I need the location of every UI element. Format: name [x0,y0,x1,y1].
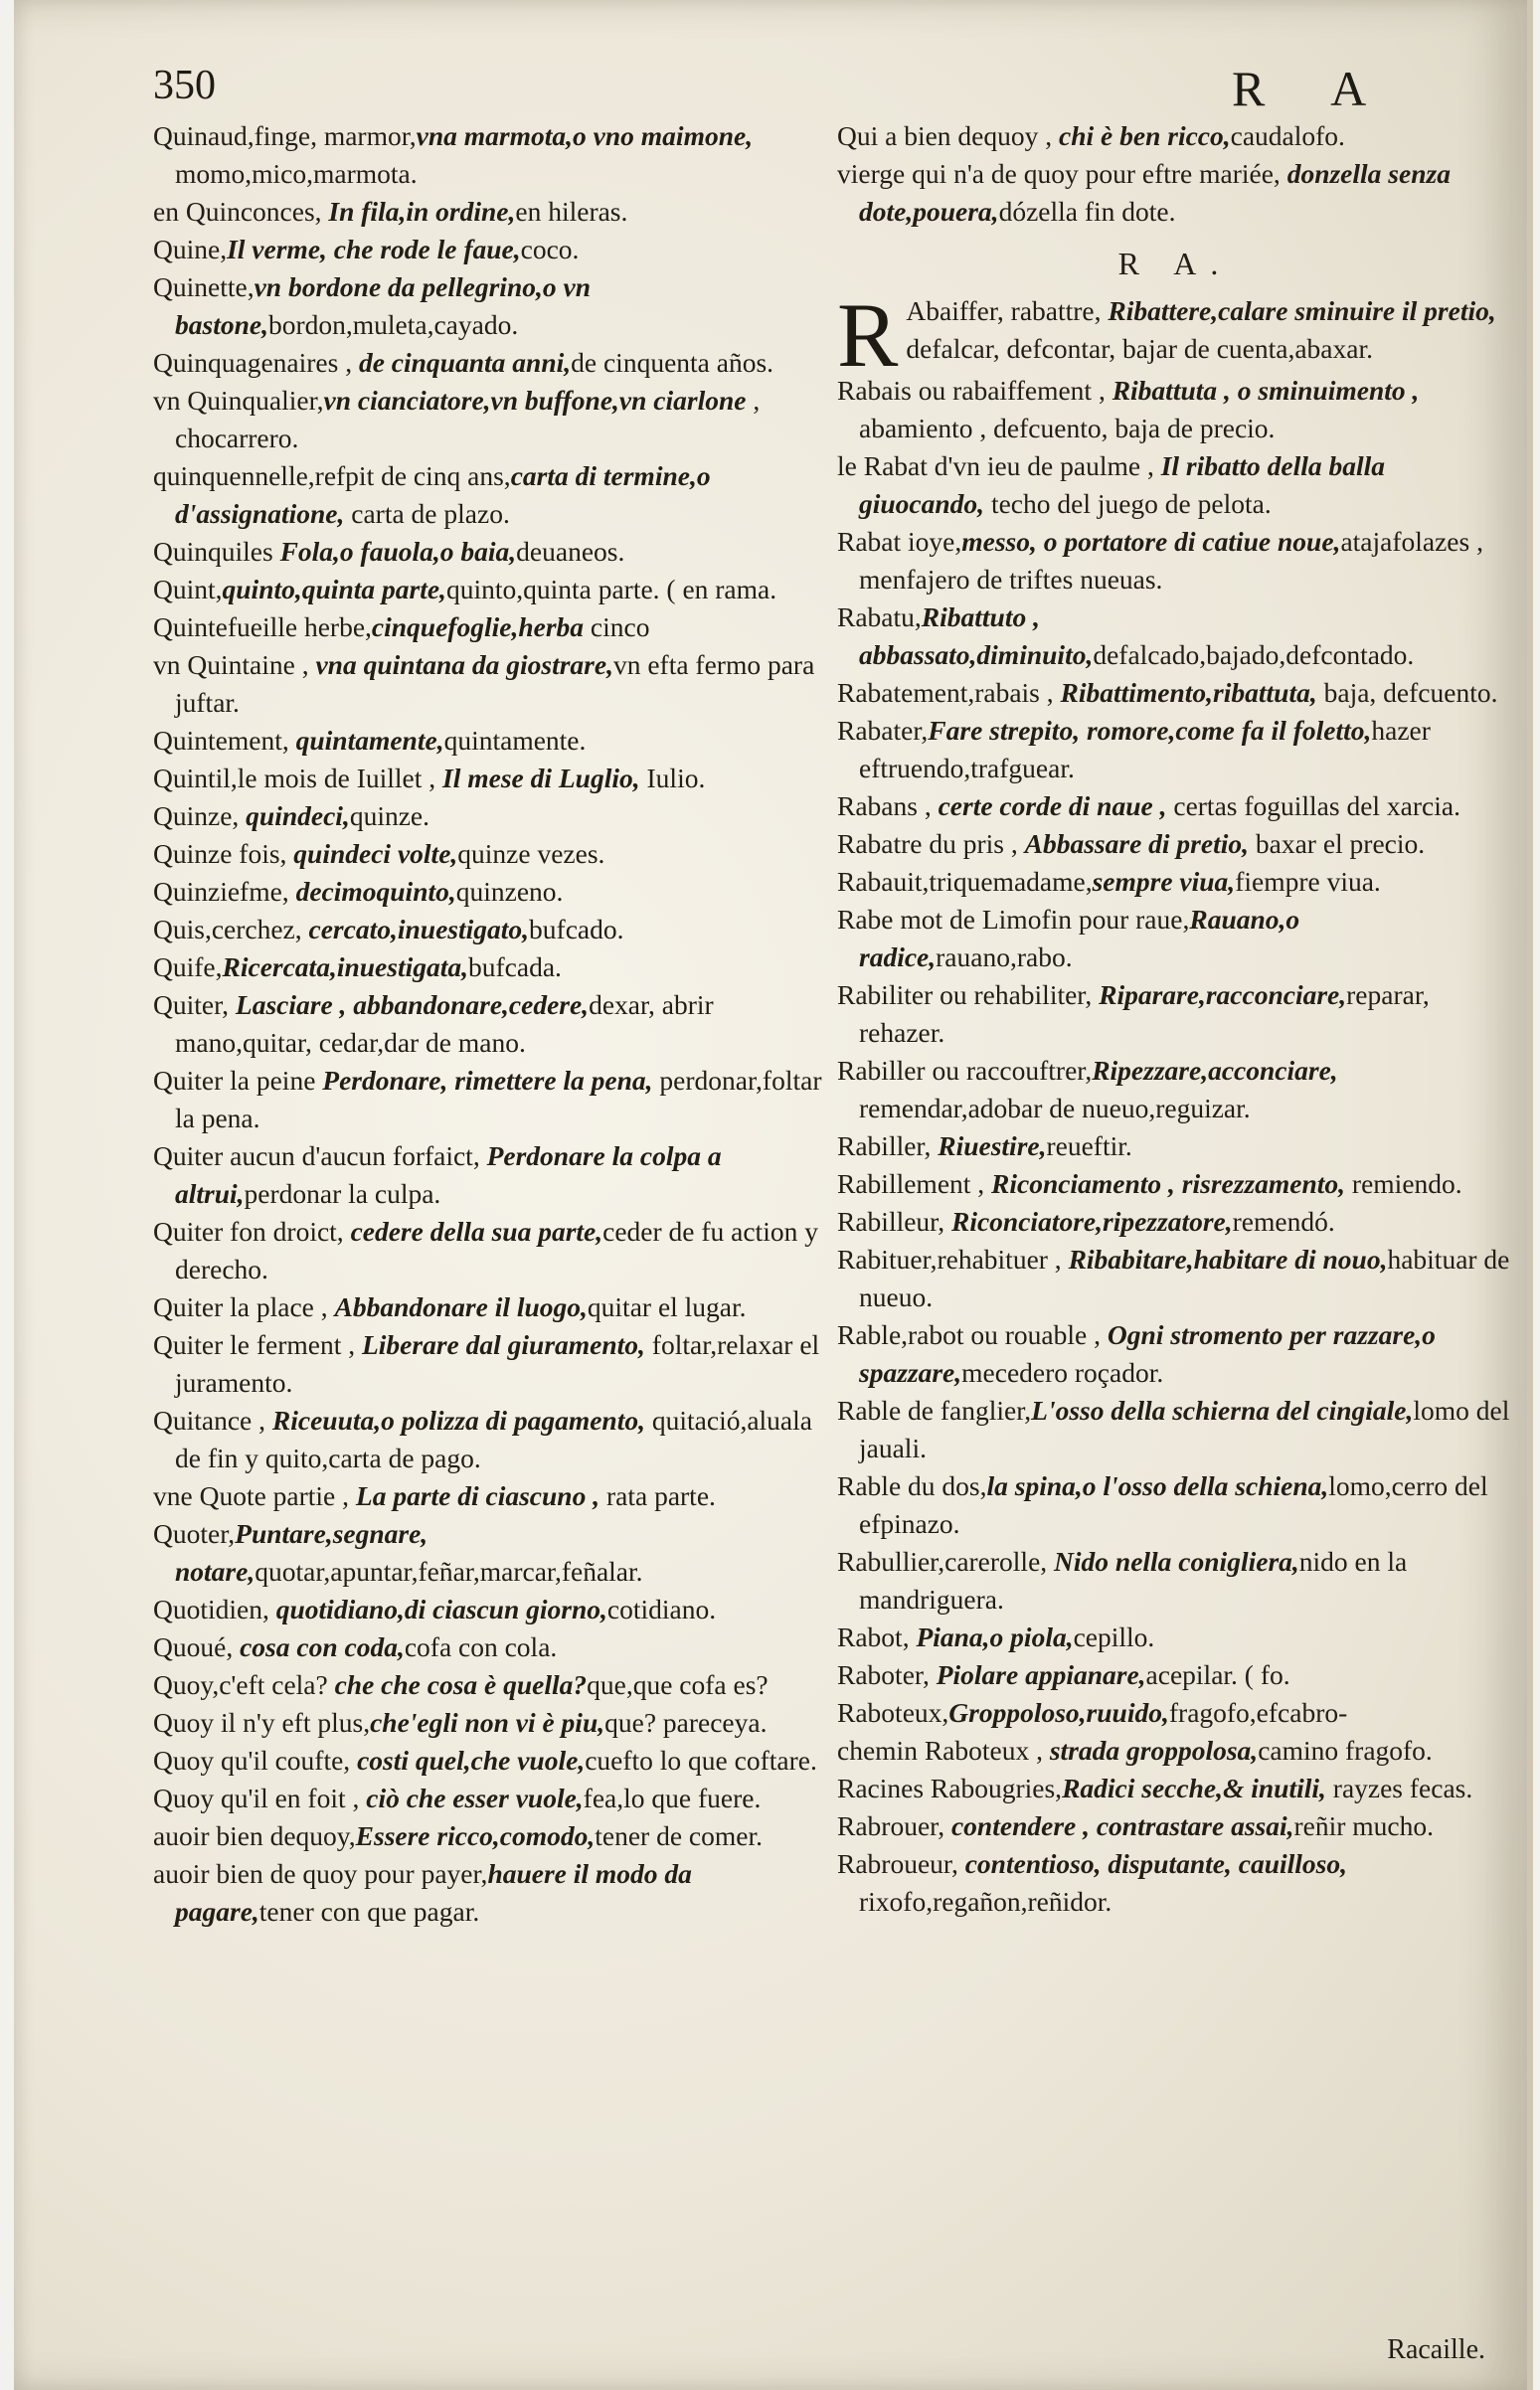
spanish-gloss: remendó. [1232,1206,1335,1237]
italian-gloss: Riconciamento , risrezzamento, [991,1168,1346,1199]
spanish-gloss: bordon,muleta,cayado. [267,309,519,340]
dictionary-entry [837,1127,1513,1165]
headword-french: Rable,rabot ou rouable , [837,1319,1108,1350]
right-column-top [837,117,1513,231]
spanish-gloss: momo,mico,marmota. [175,158,418,189]
headword-french: Quinziefme, [153,876,296,907]
italian-gloss: Ribattere,calare sminuire il pretio, [1108,295,1496,326]
headword-french: quinquennelle,refpit de cinq ans, [153,460,511,491]
spanish-gloss: quinze vezes. [457,838,605,869]
italian-gloss: Ribattuto , abbassato,diminuito, [859,601,1094,670]
dictionary-entry [153,457,824,533]
italian-gloss: ciò che esser vuole, [366,1783,584,1813]
dictionary-entry [153,797,824,835]
dictionary-entry [837,1845,1513,1921]
spanish-gloss: quitació,aluala de fin y quito,carta de pago. [175,1405,812,1473]
spanish-gloss: atajafolazes , menfajero de triftes nueuas. [859,526,1483,595]
dictionary-entry [153,1817,824,1855]
spanish-gloss: lomo del jauali. [859,1395,1510,1463]
spanish-gloss: remiendo. [1345,1168,1462,1199]
italian-gloss: Nido nella conigliera, [1054,1546,1299,1577]
spanish-gloss: que,que cofa es? [587,1669,769,1700]
dictionary-entry [837,863,1513,901]
headword-french: Rabais ou rabaiffement , [837,375,1112,406]
dictionary-entry [153,1628,824,1666]
italian-gloss: contendere , contrastare assai, [950,1810,1294,1841]
right-column [837,117,1513,1921]
headword-french: Rabater, [837,715,929,746]
spanish-gloss: techo del juego de pelota. [984,488,1272,519]
dictionary-entry [153,1402,824,1477]
dictionary-entry [153,986,824,1062]
italian-gloss: carta di termine,o d'assignatione, [175,460,711,529]
spanish-gloss: bufcada. [468,951,562,982]
italian-gloss: Riconciatore,ripezzatore, [950,1206,1233,1237]
dictionary-entry [837,1241,1513,1316]
headword-french: Rabiller ou raccouftrer, [837,1055,1093,1086]
headword-french: Rabans , [837,790,939,821]
italian-gloss: sempre viua, [1092,866,1236,897]
spanish-gloss: camino fragofo. [1258,1735,1433,1766]
spanish-gloss: bufcado. [529,914,624,944]
dictionary-entry [837,447,1513,523]
dictionary-entry [153,760,824,797]
spanish-gloss: rixofo,regañon,reñidor. [859,1886,1112,1917]
spanish-gloss: perdonar,foltar la pena. [175,1065,822,1133]
headword-french: Abaiffer, rabattre, [906,295,1109,326]
dictionary-entry [153,571,824,608]
italian-gloss: Ricercata,inuestigata, [222,951,468,982]
headword-french: Rabillement , [837,1168,992,1199]
spanish-gloss: tener con que pagar. [258,1896,480,1927]
dictionary-entry [153,533,824,571]
headword-french: Quife, [153,951,223,982]
dictionary-entry [153,193,824,231]
headword-french: vierge qui n'a de quoy pour eftre mariée, [837,158,1287,189]
italian-gloss: Piana,o piola, [916,1622,1074,1652]
italian-gloss: vna marmota,o vno maimone, [416,120,754,151]
spanish-gloss: cofa con cola. [404,1631,558,1662]
headword-french: Rable de fanglier, [837,1395,1032,1426]
headword-french: Quotidien, [153,1594,276,1624]
headword-french: Quint, [153,574,223,604]
spanish-gloss: cinco [584,611,650,642]
dictionary-entry [153,1213,824,1288]
italian-gloss: Riceuuta,o polizza di pagamento, [271,1405,645,1436]
spanish-gloss: habituar de nueuo. [859,1244,1510,1312]
italian-gloss: che'egli non vi è piu, [370,1707,605,1738]
dictionary-entry [153,911,824,948]
headword-french: Quiter le ferment , [153,1329,362,1360]
italian-gloss: quinto,quinta parte, [222,574,446,604]
spanish-gloss: Iulio. [639,763,706,793]
italian-gloss: decimoquinto, [295,876,456,907]
spanish-gloss: certas foguillas del xarcia. [1166,790,1460,821]
dictionary-entry [153,231,824,268]
italian-gloss: Il verme, che rode le faue, [227,234,521,264]
dictionary-entry [837,1656,1513,1694]
spanish-gloss: rauano,rabo. [936,941,1073,972]
dictionary-entry [837,1467,1513,1543]
headword-french: auoir bien dequoy, [153,1820,356,1851]
italian-gloss: donzella senza dote,pouera, [859,158,1451,227]
dictionary-entry [153,646,824,722]
dictionary-entry [837,1165,1513,1203]
spanish-gloss: cuefto lo que coftare. [585,1745,817,1776]
headword-french: Quinquiles [153,536,280,567]
dictionary-entry [153,268,824,344]
spanish-gloss: lomo,cerro del efpinazo. [859,1470,1488,1539]
spanish-gloss: , chocarrero. [175,385,761,453]
headword-french: vne Quote partie , [153,1480,356,1511]
spanish-gloss: baja, defcuento. [1316,677,1498,708]
headword-french: Quinze, [153,800,247,831]
spanish-gloss: fragofo,efcabro- [1168,1697,1348,1728]
italian-gloss: costi quel,che vuole, [357,1745,586,1776]
dictionary-entry [837,1316,1513,1392]
spanish-gloss: reñir mucho. [1293,1810,1434,1841]
italian-gloss: Riparare,racconciare, [1099,979,1347,1010]
headword-french: Rabatement,rabais , [837,677,1061,708]
spanish-gloss: nido en la mandriguera. [859,1546,1408,1615]
italian-gloss: Liberare dal giuramento, [361,1329,645,1360]
spanish-gloss: quintamente. [443,725,587,756]
headword-french: Quinette, [153,271,255,302]
spanish-gloss: acepilar. ( fo. [1145,1659,1290,1690]
italian-gloss: quindeci, [246,800,350,831]
dictionary-entry [837,674,1513,712]
dictionary-entry [837,1543,1513,1619]
dictionary-entry [153,1591,824,1628]
dictionary-entry [153,1704,824,1742]
headword-french: Quintil,le mois de Iuillet , [153,763,443,793]
dictionary-entry [837,284,1513,386]
headword-french: Rabituer,rehabituer , [837,1244,1069,1275]
italian-gloss: Fola,o fauola,o baia, [279,536,517,567]
dictionary-entry [837,901,1513,976]
spanish-gloss: tener de comer. [595,1820,763,1851]
dictionary-page [14,0,1533,2390]
spanish-gloss: defalcar, defcontar, bajar de cuenta,abaxar. [906,333,1373,364]
spanish-gloss: vn efta fermo para juftar. [175,649,815,718]
dictionary-entry [837,1807,1513,1845]
italian-gloss: Essere ricco,comodo, [355,1820,596,1851]
dictionary-entry [837,598,1513,674]
headword-french: Rabrouer, [837,1810,951,1841]
italian-gloss: In fila,in ordine, [328,196,516,227]
italian-gloss: quintamente, [295,725,444,756]
headword-french: Quiter fon droict, [153,1216,351,1247]
dictionary-entry [153,948,824,986]
italian-gloss: che che cosa è quella? [334,1669,588,1700]
spanish-gloss: rayzes fecas. [1325,1773,1473,1803]
headword-french: Rable du dos, [837,1470,987,1501]
italian-gloss: cinquefoglie,herba [371,611,585,642]
headword-french: Quintefueille herbe, [153,611,372,642]
headword-french: Raboteux, [837,1697,949,1728]
spanish-gloss: rata parte. [599,1480,716,1511]
italian-gloss: la spina,o l'osso della schiena, [986,1470,1329,1501]
headword-french: le Rabat d'vn ieu de paulme , [837,450,1161,481]
italian-gloss: cercato,inuestigato, [308,914,530,944]
headword-french: Quinaud,finge, marmor, [153,120,417,151]
spanish-gloss: perdonar la culpa. [244,1178,441,1209]
spanish-gloss: abamiento , defcuento, baja de precio. [859,413,1276,443]
italian-gloss: La parte di ciascuno , [355,1480,600,1511]
spanish-gloss: quitar el lugar. [587,1291,747,1322]
spanish-gloss: de cinquenta años. [571,347,774,378]
dictionary-entry [837,1732,1513,1770]
headword-french: vn Quintaine , [153,649,316,680]
dictionary-entry [153,873,824,911]
italian-gloss: Fare strepito, romore,come fa il foletto, [928,715,1372,746]
italian-gloss: de cinquanta anni, [358,347,572,378]
dictionary-entry [153,1742,824,1780]
spanish-gloss: reueftir. [1046,1130,1132,1161]
headword-french: Rabroueur, [837,1848,965,1879]
headword-french: vn Quinqualier, [153,385,324,416]
headword-french: Rabullier,carerolle, [837,1546,1055,1577]
dictionary-entry [153,722,824,760]
headword-french: Rabot, [837,1622,917,1652]
drop-cap: R [837,284,899,386]
dictionary-entry [837,787,1513,825]
italian-gloss: Ribattuta , o sminuimento , [1112,375,1420,406]
headword-french: Rabilleur, [837,1206,951,1237]
spanish-gloss: fea,lo que fuere. [583,1783,762,1813]
spanish-gloss: remendar,adobar de nueuo,reguizar. [859,1093,1251,1123]
headword-french: chemin Raboteux , [837,1735,1050,1766]
spanish-gloss: baxar el precio. [1249,828,1426,859]
italian-gloss: chi è ben ricco, [1059,120,1231,151]
italian-gloss: L'osso della schierna del cingiale, [1031,1395,1414,1426]
italian-gloss: Il ribatto della balla giuocando, [859,450,1386,519]
dictionary-entry [153,1326,824,1402]
spanish-gloss: carta de plazo. [344,498,510,529]
headword-french: Rabauit,triquemadame, [837,866,1093,897]
headword-french: Quoy il n'y eft plus, [153,1707,371,1738]
italian-gloss: Perdonare la colpa a altrui, [175,1140,722,1209]
dictionary-entry [837,523,1513,598]
italian-gloss: quotidiano,di ciascun giorno, [275,1594,607,1624]
headword-french: Quoué, [153,1631,241,1662]
headword-french: Racines Rabougries, [837,1773,1063,1803]
section-heading: R A. [1117,246,1233,281]
italian-gloss: Ripezzare,acconciare, [1092,1055,1338,1086]
italian-gloss: Radici secche,& inutili, [1062,1773,1326,1803]
dictionary-entry [153,1515,824,1591]
headword-french: Quiter la peine [153,1065,323,1096]
headword-french: Rabiliter ou rehabiliter, [837,979,1100,1010]
italian-gloss: strada groppolosa, [1049,1735,1259,1766]
spanish-gloss: caudalofo. [1230,120,1345,151]
spanish-gloss: cotidiano. [606,1594,717,1624]
left-column [153,117,824,1931]
spanish-gloss: defalcado,bajado,defcontado. [1093,639,1415,670]
spanish-gloss: dexar, abrir mano,quitar, cedar,dar de mano. [175,989,714,1058]
headword-french: Quiter la place , [153,1291,335,1322]
italian-gloss: messo, o portatore di catiue noue, [961,526,1341,557]
headword-french: Quitance , [153,1405,272,1436]
headword-french: Quis,cerchez, [153,914,309,944]
dictionary-entry [153,1477,824,1515]
italian-gloss: Riuestire, [938,1130,1047,1161]
dictionary-entry [837,117,1513,155]
italian-gloss: Abbandonare il luogo, [334,1291,588,1322]
italian-gloss: cedere della sua parte, [350,1216,603,1247]
running-head: R A [1232,61,1395,116]
headword-french: Rabe mot de Limofin pour raue, [837,904,1190,935]
headword-french: auoir bien de quoy pour payer, [153,1858,488,1889]
italian-gloss: cosa con coda, [240,1631,405,1662]
italian-gloss: contentioso, disputante, cauilloso, [964,1848,1348,1879]
dictionary-entry [837,372,1513,447]
dictionary-entry [153,1137,824,1213]
headword-french: Quoy,c'eft cela? [153,1669,335,1700]
dictionary-entry [837,1392,1513,1467]
headword-french: Quinze fois, [153,838,294,869]
headword-french: Rabiller, [837,1130,939,1161]
italian-gloss: quindeci volte, [293,838,458,869]
dictionary-entry [153,117,824,193]
italian-gloss: Groppoloso,ruuido, [948,1697,1169,1728]
dictionary-entry [153,835,824,873]
dictionary-entry [837,1203,1513,1241]
catchword: Racaille. [1387,2334,1485,2365]
headword-french: Rabatu, [837,601,922,632]
spanish-gloss: foltar,relaxar el juramento. [175,1329,820,1398]
dictionary-entry [153,1855,824,1931]
headword-french: Raboter, [837,1659,937,1690]
headword-french: Rabat ioye, [837,526,962,557]
italian-gloss: Piolare appianare, [936,1659,1146,1690]
dictionary-entry [837,1619,1513,1656]
spanish-gloss: ceder de fu action y derecho. [175,1216,818,1284]
spanish-gloss: reparar, rehazer. [859,979,1430,1048]
spanish-gloss: cepillo. [1073,1622,1155,1652]
dictionary-entry [153,608,824,646]
page-number: 350 [153,63,216,108]
italian-gloss: Rauano,o radice, [859,904,1300,972]
headword-french: Rabatre du pris , [837,828,1025,859]
headword-french: Quiter aucun d'aucun forfaict, [153,1140,487,1171]
right-column-entries [837,284,1513,1921]
dictionary-entry [153,382,824,457]
italian-gloss: hauere il modo da pagare, [175,1858,692,1927]
dictionary-entry [153,1062,824,1137]
dictionary-entry [837,712,1513,787]
spanish-gloss: quinze. [349,800,430,831]
dictionary-entry [837,1770,1513,1807]
dictionary-entry [153,344,824,382]
italian-gloss: Ogni stromento per razzare,o spazzare, [859,1319,1436,1388]
spanish-gloss: deuaneos. [516,536,625,567]
spanish-gloss: quotar,apuntar,feñar,marcar,feñalar. [255,1556,643,1587]
italian-gloss: vn cianciatore,vn buffone,vn ciarlone [323,385,747,416]
headword-french: Quinquagenaires , [153,347,359,378]
italian-gloss: Puntare,segnare, notare, [175,1518,428,1587]
italian-gloss: Lasciare , abbandonare,cedere, [235,989,590,1020]
headword-french: Quine, [153,234,228,264]
italian-gloss: Ribabitare,habitare di nouo, [1068,1244,1388,1275]
page-header [153,62,1487,121]
spanish-gloss: quinzeno. [455,876,564,907]
italian-gloss: Abbassare di pretio, [1024,828,1249,859]
headword-french: Quoter, [153,1518,236,1549]
dictionary-entry [153,1780,824,1817]
dictionary-entry [153,1288,824,1326]
dictionary-entry [837,1052,1513,1127]
italian-gloss: certe corde di naue , [938,790,1167,821]
dictionary-entry [153,1666,824,1704]
spanish-gloss: quinto,quinta parte. ( en rama. [445,574,777,604]
spanish-gloss: que? pareceya. [604,1707,768,1738]
dictionary-entry [837,976,1513,1052]
headword-french: Quiter, [153,989,236,1020]
headword-french: en Quinconces, [153,196,329,227]
italian-gloss: Perdonare, rimettere la pena, [322,1065,653,1096]
spanish-gloss: coco. [520,234,580,264]
dictionary-entry [837,155,1513,231]
italian-gloss: Il mese di Luglio, [442,763,640,793]
spanish-gloss: dózella fin dote. [998,196,1176,227]
italian-gloss: vn bordone da pellegrino,o vn bastone, [175,271,591,340]
dictionary-entry [837,1694,1513,1732]
spanish-gloss: mecedero roçador. [961,1357,1164,1388]
spanish-gloss: hazer eftruendo,trafguear. [859,715,1431,783]
spanish-gloss: en hileras. [515,196,628,227]
headword-french: Quintement, [153,725,296,756]
headword-french: Quoy qu'il coufte, [153,1745,358,1776]
spanish-gloss: fiempre viua. [1235,866,1381,897]
italian-gloss: Ribattimento,ribattuta, [1060,677,1317,708]
headword-french: Quoy qu'il en foit , [153,1783,367,1813]
dictionary-entry [837,825,1513,863]
italian-gloss: vna quintana da giostrare, [315,649,613,680]
headword-french: Qui a bien dequoy , [837,120,1060,151]
